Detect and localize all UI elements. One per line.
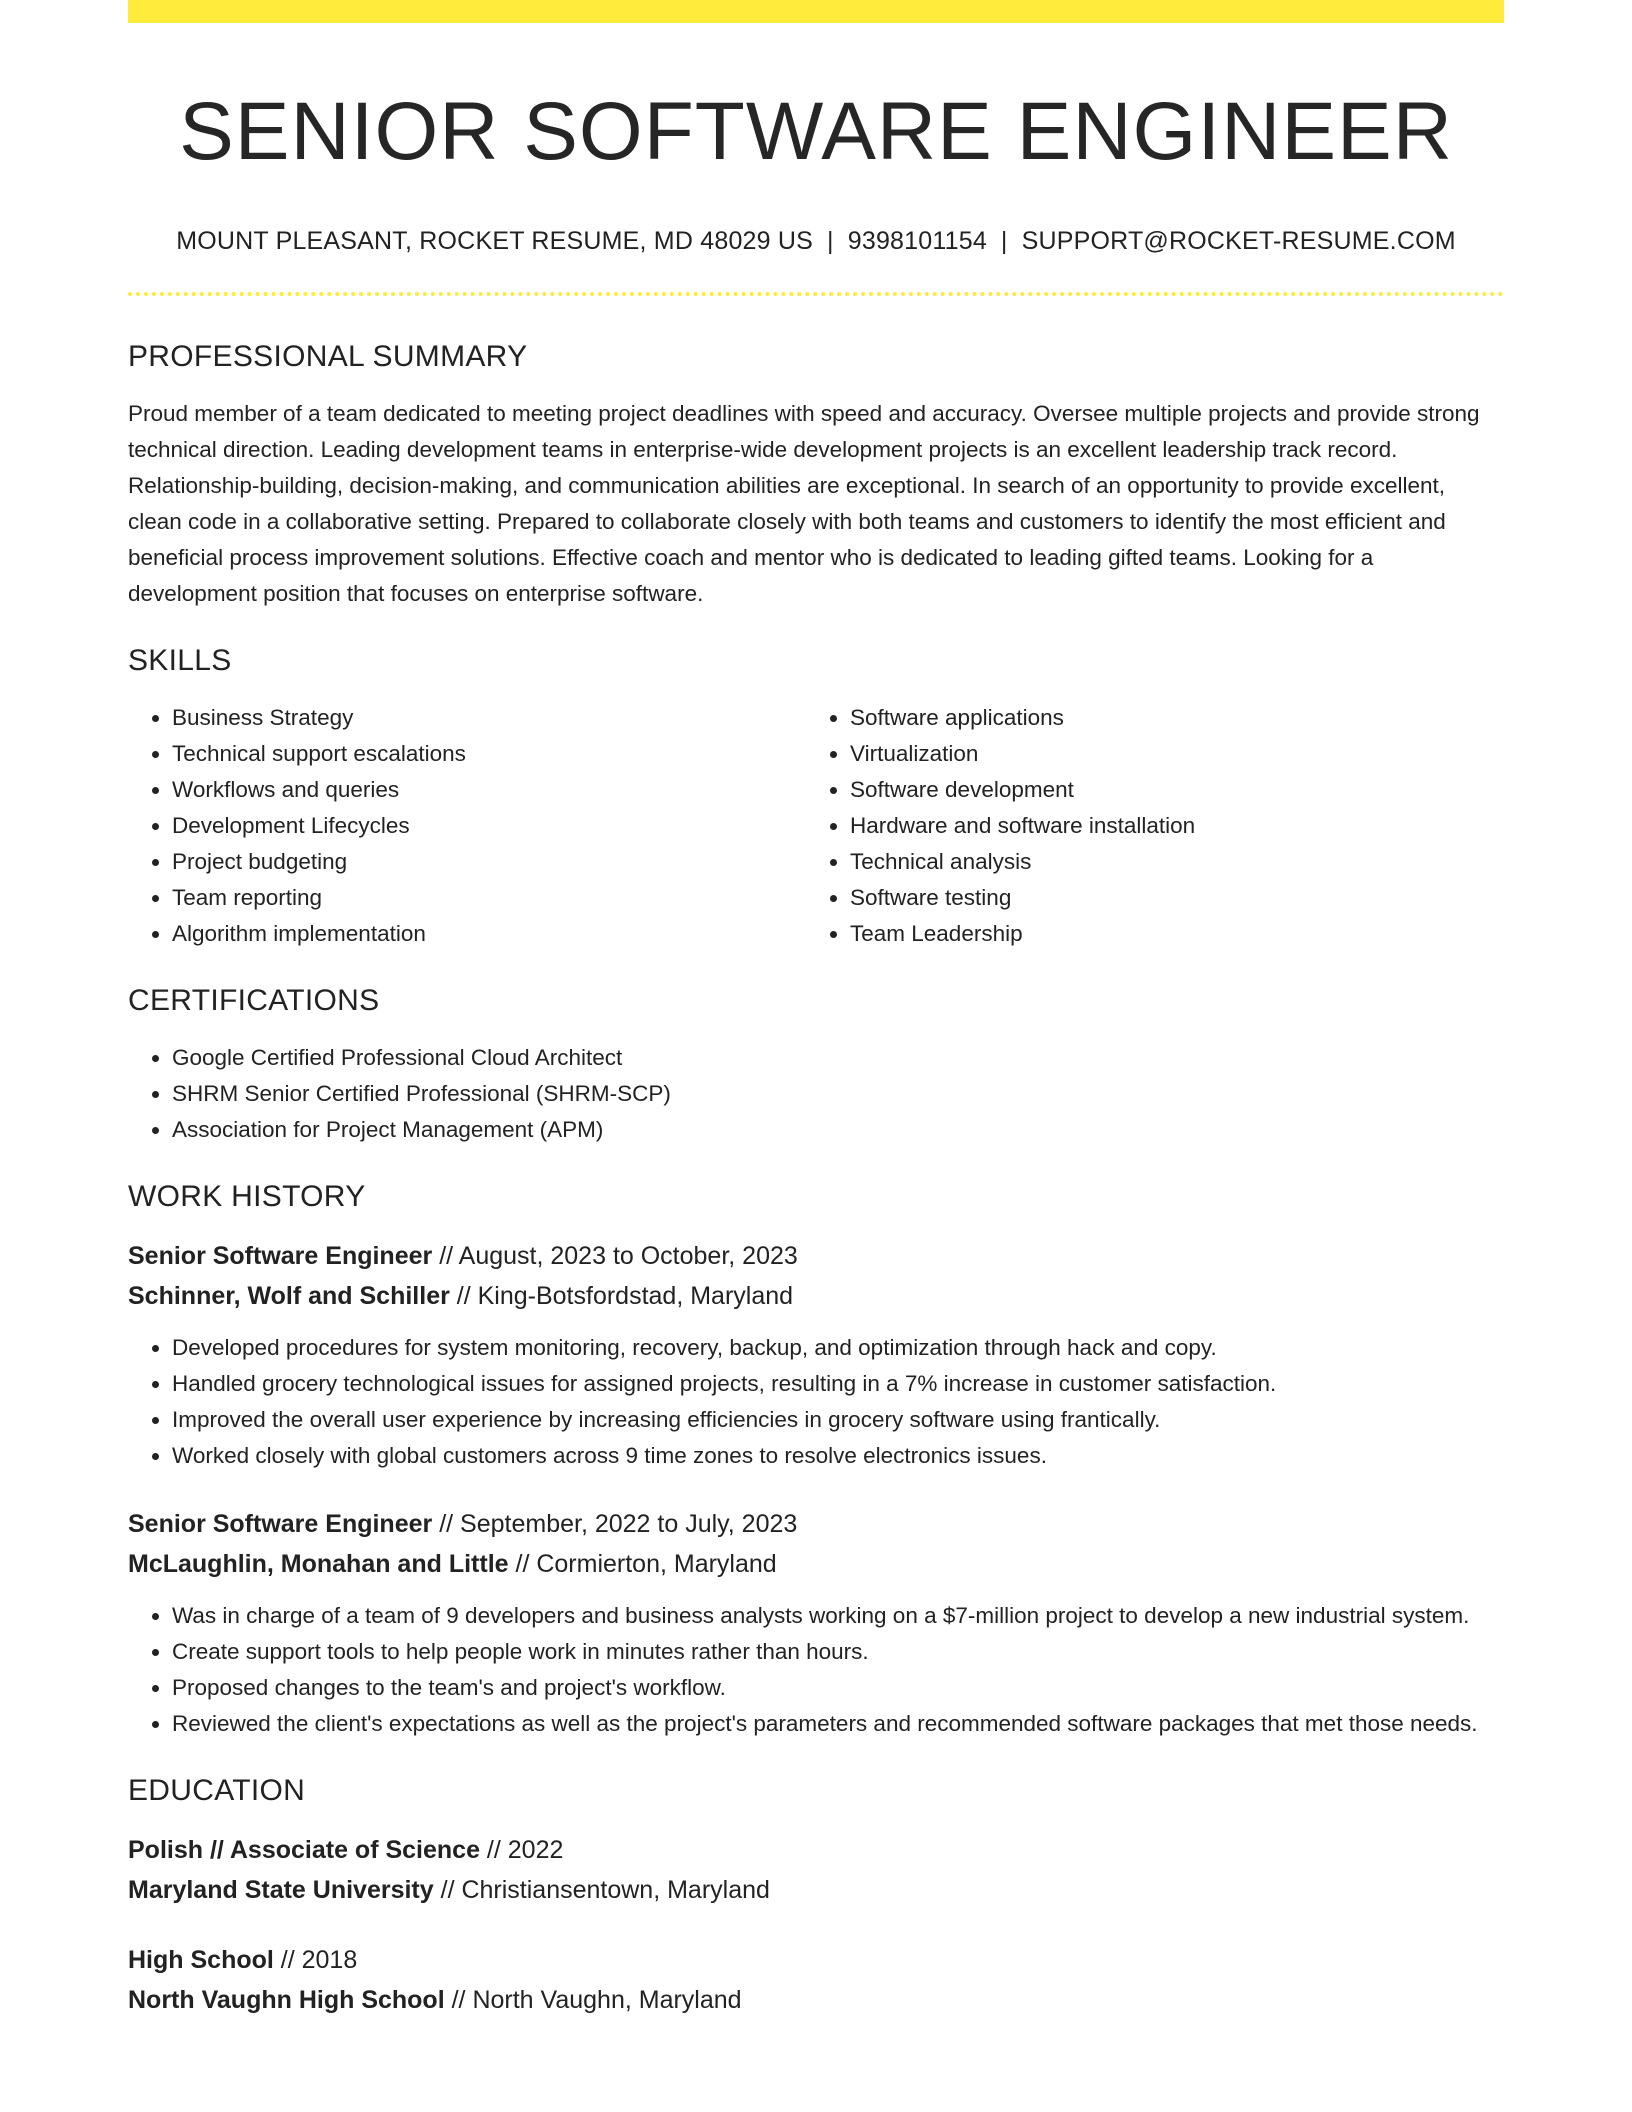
certification-item: • Google Certified Professional Cloud Architect (172, 1040, 1504, 1076)
education-degree-line (128, 1940, 1504, 1980)
skill-item: • Technical analysis (850, 844, 1484, 880)
skills-heading: SKILLS (128, 644, 232, 678)
education-entry (128, 1940, 1504, 2020)
skill-item: • Virtualization (850, 736, 1484, 772)
job-entry (128, 1504, 1504, 1742)
job-company-line (128, 1276, 1504, 1316)
skill-item: • Technical support escalations (172, 736, 806, 772)
certifications-heading: CERTIFICATIONS (128, 984, 380, 1018)
job-bullet: • Worked closely with global customers across 9 time zones to resolve electronics issues. (172, 1438, 1504, 1474)
skill-item: • Team reporting (172, 880, 806, 916)
summary-text: Proud member of a team dedicated to meeting project deadlines with speed and accuracy. Oversee multiple projects and provide strong technical direction. Leading development teams in enterprise-wide development projects is an excellent leadership track record. Relationship-building, decision-making, and communication abilities are exceptional. In search of an opportunity to provide excellent, clean code in a collaborative setting. Prepared to collaborate closely with both teams and customers to identify the most efficient and beneficial process improvement solutions. Effective coach and mentor who is dedicated to leading gifted teams. Looking for a development position that focuses on enterprise software. (128, 401, 1480, 607)
contact-separator: | (827, 227, 834, 256)
skills-grid (128, 700, 1504, 952)
skill-item: • Development Lifecycles (172, 808, 806, 844)
job-title-line (128, 1504, 1504, 1544)
job-title: Senior Software Engineer (128, 1510, 433, 1539)
job-bullet: • Reviewed the client's expectations as well as the project's parameters and recommended software packages that met those needs. (172, 1706, 1504, 1742)
education-year: // 2018 (273, 1946, 358, 1975)
job-company: Schinner, Wolf and Schiller (128, 1282, 450, 1311)
contact-email: SUPPORT@ROCKET-RESUME.COM (1021, 227, 1456, 256)
contact-address: MOUNT PLEASANT, ROCKET RESUME, MD 48029 US (176, 227, 814, 256)
contact-line (128, 227, 1504, 256)
certification-item: • SHRM Senior Certified Professional (SHRM-SCP) (172, 1076, 1504, 1112)
job-bullet: • Handled grocery technological issues for assigned projects, resulting in a 7% increase in customer satisfaction. (172, 1366, 1504, 1402)
skill-item: • Project budgeting (172, 844, 806, 880)
resume-page (128, 0, 1504, 2020)
work-history-heading: WORK HISTORY (128, 1180, 366, 1214)
dotted-divider (128, 292, 1504, 296)
skill-item: • Business Strategy (172, 700, 806, 736)
education-school-line (128, 1870, 1504, 1910)
certification-item: • Association for Project Management (APM) (172, 1112, 1504, 1148)
summary-heading: PROFESSIONAL SUMMARY (128, 340, 528, 374)
certifications-list (128, 1040, 1504, 1148)
skill-item: • Algorithm implementation (172, 916, 806, 952)
education-school: North Vaughn High School (128, 1986, 445, 2015)
job-entry (128, 1236, 1504, 1474)
education-degree-line (128, 1830, 1504, 1870)
education-degree: Polish // Associate of Science (128, 1836, 480, 1865)
skill-item: • Software testing (850, 880, 1484, 916)
education-school-line (128, 1980, 1504, 2020)
skill-item: • Software development (850, 772, 1484, 808)
accent-top-bar (128, 0, 1504, 23)
job-bullets (128, 1330, 1504, 1474)
job-bullet: • Proposed changes to the team's and project's workflow. (172, 1670, 1504, 1706)
education-location: // North Vaughn, Maryland (444, 1986, 742, 2015)
resume-title: SENIOR SOFTWARE ENGINEER (179, 86, 1453, 177)
job-location: // Cormierton, Maryland (508, 1550, 777, 1579)
job-bullet: • Developed procedures for system monitoring, recovery, backup, and optimization through hack and copy. (172, 1330, 1504, 1366)
skill-item: • Software applications (850, 700, 1484, 736)
job-location: // King-Botsfordstad, Maryland (449, 1282, 794, 1311)
skill-item: • Hardware and software installation (850, 808, 1484, 844)
job-dates: // August, 2023 to October, 2023 (432, 1242, 798, 1271)
education-school: Maryland State University (128, 1876, 434, 1905)
education-entry (128, 1830, 1504, 1910)
skill-item: • Workflows and queries (172, 772, 806, 808)
skill-item: • Team Leadership (850, 916, 1484, 952)
education-location: // Christiansentown, Maryland (433, 1876, 770, 1905)
job-bullet: • Was in charge of a team of 9 developers and business analysts working on a $7-million project to develop a new industrial system. (172, 1598, 1504, 1634)
job-title: Senior Software Engineer (128, 1242, 433, 1271)
job-company-line (128, 1544, 1504, 1584)
skills-list-left (128, 700, 806, 952)
education-degree: High School (128, 1946, 274, 1975)
education-year: // 2022 (479, 1836, 564, 1865)
job-bullet: • Improved the overall user experience by increasing efficiencies in grocery software using frantically. (172, 1402, 1504, 1438)
education-heading: EDUCATION (128, 1774, 306, 1808)
contact-phone: 9398101154 (847, 227, 987, 256)
job-dates: // September, 2022 to July, 2023 (432, 1510, 798, 1539)
contact-separator: | (1000, 227, 1008, 256)
job-bullet: • Create support tools to help people work in minutes rather than hours. (172, 1634, 1504, 1670)
skills-list-right (806, 700, 1484, 952)
job-title-line (128, 1236, 1504, 1276)
job-bullets (128, 1598, 1504, 1742)
job-company: McLaughlin, Monahan and Little (128, 1550, 509, 1579)
